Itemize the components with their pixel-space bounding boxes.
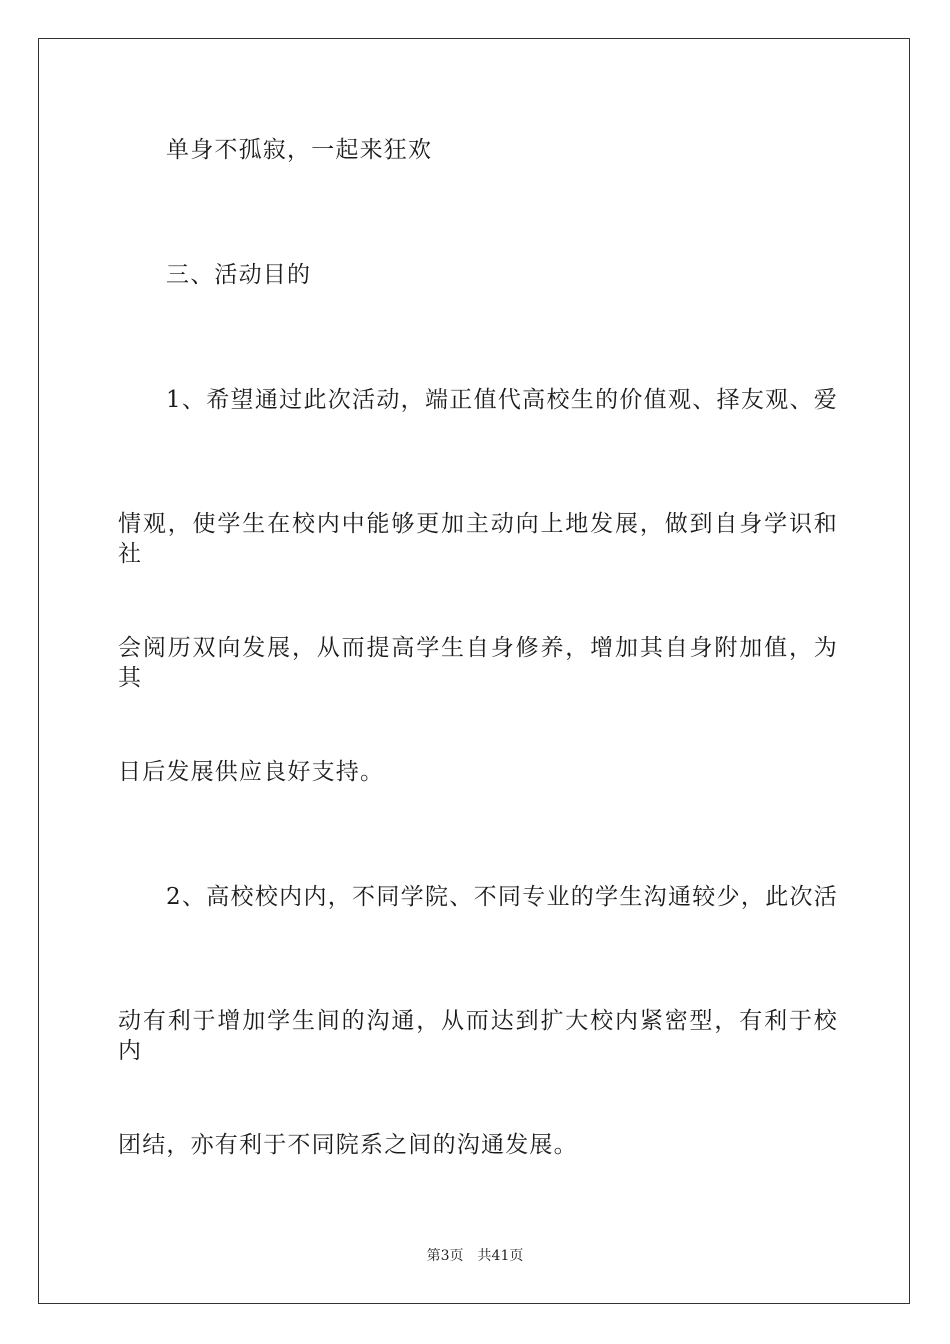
page-footer [0, 1246, 950, 1266]
page-number: 第3页 [426, 1248, 464, 1264]
paragraph-1-line-4: 日后发展供应良好支持。 [118, 759, 385, 785]
paragraph-1-line-1: 1、希望通过此次活动，端正值代高校生的价值观、择友观、爱 [166, 387, 838, 413]
page-total: 共41页 [477, 1248, 524, 1264]
page-border [38, 38, 910, 1304]
paragraph-2-line-1: 2、高校校内内，不同学院、不同专业的学生沟通较少，此次活 [166, 884, 838, 910]
section-heading: 三、活动目的 [166, 262, 312, 288]
paragraph-2-line-3: 团结，亦有利于不同院系之间的沟通发展。 [118, 1132, 578, 1158]
paragraph-2-line-2: 动有利于增加学生间的沟通，从而达到扩大校内紧密型，有利于校内 [118, 1008, 838, 1064]
slogan-line: 单身不孤寂，一起来狂欢 [166, 137, 433, 163]
paragraph-1-line-3: 会阅历双向发展，从而提高学生自身修养，增加其自身附加值，为其 [118, 635, 838, 691]
paragraph-1-line-2: 情观，使学生在校内中能够更加主动向上地发展，做到自身学识和社 [118, 511, 838, 567]
